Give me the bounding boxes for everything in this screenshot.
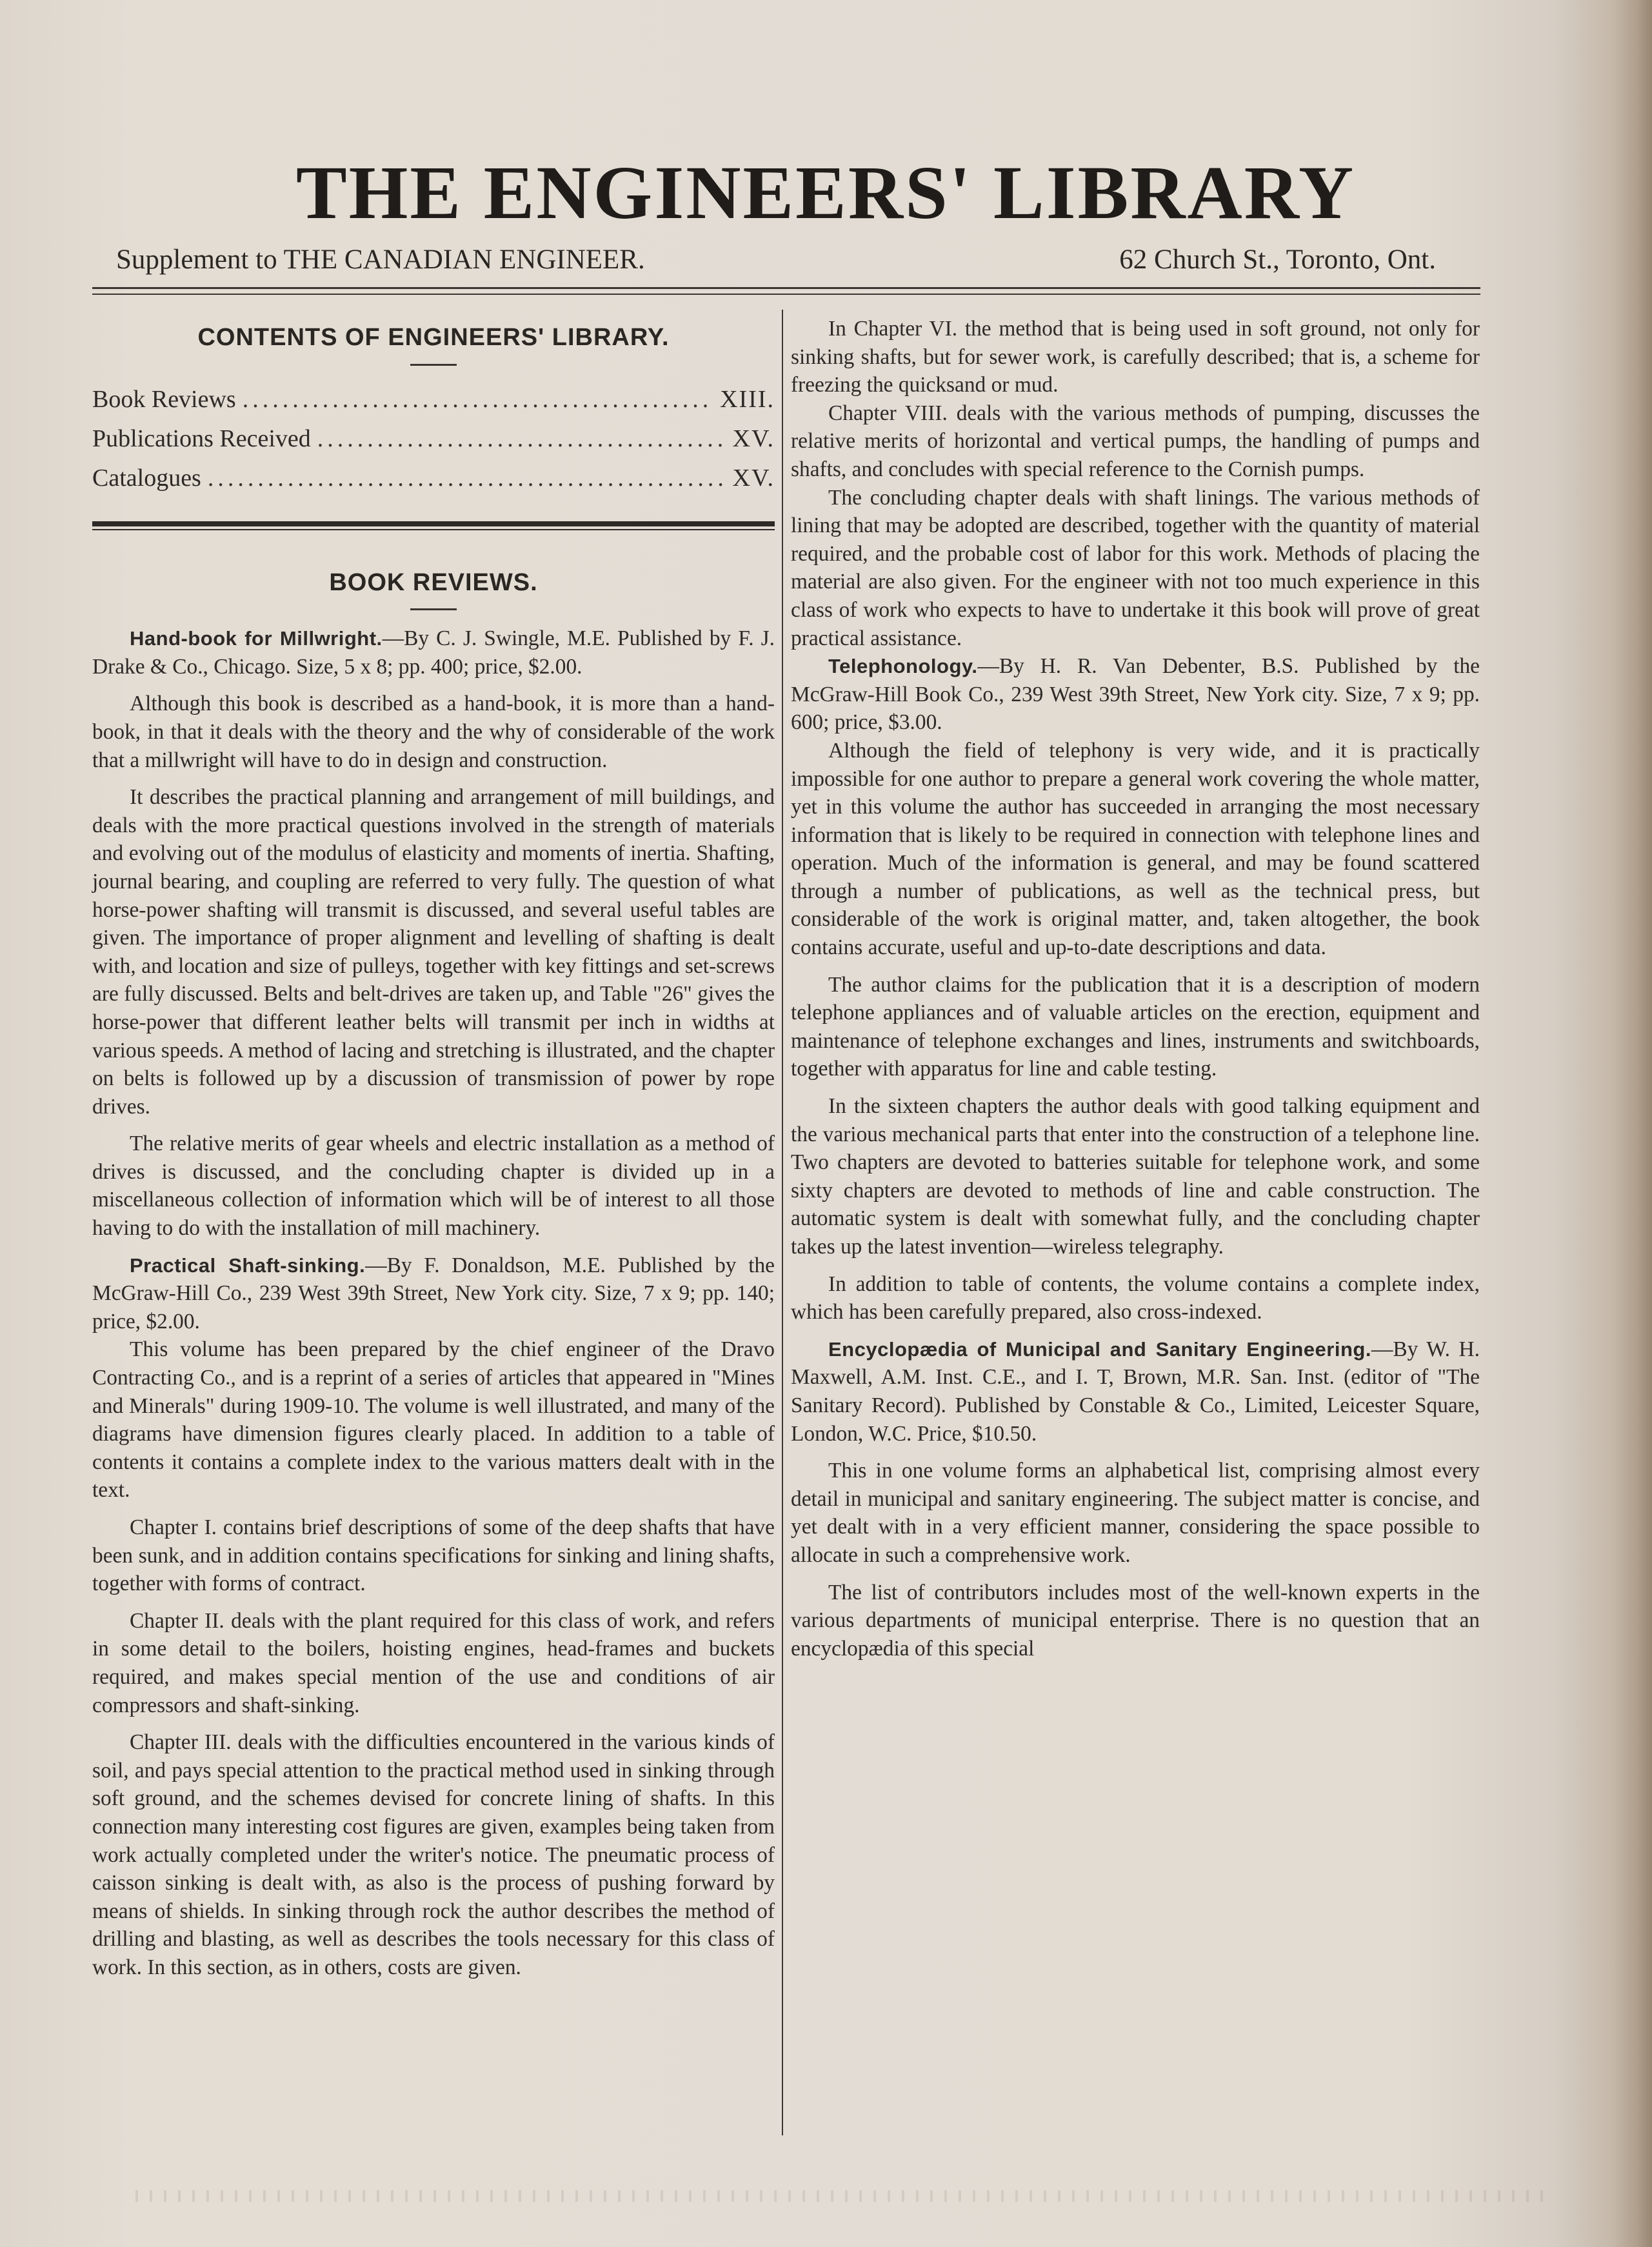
review-paragraph: The author claims for the publication that it is a description of modern telephone appliances and of valuable articles on the erection, equipment and maintenance of telephone exchanges and lines, instruments and switchboards, together with apparatus for line and cable testing. <box>791 972 1480 1081</box>
review-paragraph: In addition to table of contents, the volume contains a complete index, which has been carefully prepared, also cross-indexed. <box>791 1272 1480 1324</box>
review-paragraph: In the sixteen chapters the author deals with good talking equipment and the various mechanical parts that enter into the construction of a telephone line. Two chapters are devoted to batteries suitable for telephone work, and some sixty chapters are devoted to methods of line and cable construction. The automatic system is dealt with somewhat fully, and the concluding chapter takes up the latest invention—wireless telegraphy. <box>791 1094 1480 1259</box>
review-paragraph: The relative merits of gear wheels and electric installation as a method of drives is discussed, and the concluding chapter is divided up in a miscellaneous collection of information which will be of interest to all those having to do with the installation of mill machinery. <box>92 1132 775 1241</box>
review-title: Hand-book for Millwright. <box>130 627 383 650</box>
contents-item-label: Book Reviews <box>92 385 236 413</box>
review-title: Practical Shaft-sinking. <box>130 1253 366 1277</box>
contents-item-label: Publications Received <box>92 424 311 452</box>
contents-item-page: XV. <box>732 464 775 492</box>
review-details: —By C. J. Swingle, M.E. Published by F. J. Drake & Co., Chicago. Size, 5 x 8; pp. 400; price, $2.00. <box>92 626 775 679</box>
reviews-divider <box>410 608 457 610</box>
page-title: THE ENGINEERS' LIBRARY <box>295 150 1356 235</box>
contents-item[interactable] <box>92 380 775 419</box>
leader-dots <box>208 459 726 498</box>
review-citation <box>791 1335 1480 1448</box>
contents-list <box>92 380 775 498</box>
review-title: Telephonology. <box>828 655 978 678</box>
page-bottom-noise <box>135 2190 1555 2202</box>
contents-item[interactable] <box>92 459 775 498</box>
left-column <box>92 316 775 1982</box>
review-citation <box>92 624 775 681</box>
leader-dots <box>317 419 726 459</box>
review-paragraph: Although the field of telephony is very wide, and it is practically impossible for one author to prepare a general work covering the whole matter, yet in this volume the author has succeeded in arranging the most necessary information that is likely to be required in connection with telephone lines and operation. Much of the information is general, and may be found scattered through a number of publications, as well as the technical press, but considerable of the work is original matter, and, taken altogether, the book contains accurate, useful and up-to-date descriptions and data. <box>791 738 1480 960</box>
review-details: —By F. Donaldson, M.E. Published by the McGraw-Hill Co., 239 West 39th Street, New York city. Size, 7 x 9; pp. 140; price, $2.00. <box>92 1253 775 1333</box>
contents-item-page: XIII. <box>720 385 775 413</box>
review-title: Encyclopædia of Municipal and Sanitary Engineering. <box>828 1337 1371 1361</box>
header-rule-top <box>92 287 1480 289</box>
contents-divider <box>410 364 457 366</box>
leader-dots <box>243 380 713 419</box>
review-paragraph: Chapter I. contains brief descriptions of some of the deep shafts that have been sunk, and in addition contains specifications for sinking and lining shafts, together with forms of contract. <box>92 1515 775 1596</box>
column-divider <box>782 310 783 2135</box>
supplement-line: Supplement to THE CANADIAN ENGINEER. <box>116 245 645 275</box>
review-paragraph: This in one volume forms an alphabetical list, comprising almost every detail in municipal and sanitary engineering. The subject matter is concise, and yet dealt with in a very efficient manner, considering the space possible to allocate in such a comprehensive work. <box>791 1459 1480 1567</box>
review-paragraph: Chapter II. deals with the plant required for this class of work, and refers in some detail to the boilers, hoisting engines, head-frames and buckets required, and makes special mention of the use and conditions of air compressors and shaft-sinking. <box>92 1608 775 1717</box>
review-paragraph: The concluding chapter deals with shaft linings. The various methods of lining that may be adopted are described, together with the quantity of material required, and the probable cost of labor for this work. Methods of placing the material are also given. For the engineer with not too much experience in this class of work who expects to have to undertake it this book will prove of great practical assistance. <box>791 485 1480 650</box>
review-paragraph: Chapter VIII. deals with the various methods of pumping, discusses the relative merits of horizontal and vertical pumps, the handling of pumps and shafts, and concludes with special reference to the Cornish pumps. <box>791 401 1480 481</box>
contents-heading: CONTENTS OF ENGINEERS' LIBRARY. <box>197 324 670 351</box>
right-column-content <box>791 315 1480 1663</box>
review-citation <box>791 652 1480 737</box>
section-rule-thin <box>92 529 775 530</box>
review-paragraph: The list of contributors includes most of the well-known experts in the various departments of municipal enterprise. There is no question that an encyclopædia of this special <box>791 1580 1480 1661</box>
book-spine-shadow <box>1613 0 1652 2247</box>
review-paragraph: In Chapter VI. the method that is being used in soft ground, not only for sinking shafts, but for sewer work, is carefully described; that is, a scheme for freezing the quicksand or mud. <box>791 317 1480 397</box>
contents-item-label: Catalogues <box>92 464 201 492</box>
contents-item-page: XV. <box>732 424 775 452</box>
review-paragraph: Although this book is described as a hand-book, it is more than a hand-book, in that it deals with the theory and the why of considerable of the work that a millwright will have to do in design and construction. <box>92 692 775 772</box>
reviews-heading: BOOK REVIEWS. <box>329 568 538 596</box>
address-line: 62 Church St., Toronto, Ont. <box>1119 245 1436 275</box>
contents-item[interactable] <box>92 419 775 459</box>
review-paragraph: This volume has been prepared by the chief engineer of the Dravo Contracting Co., and is a reprint of a series of articles that appeared in "Mines and Minerals" during 1909-10. The volume is well illustrated, and many of the diagrams have dimension figures clearly placed. In addition to a table of contents it contains a complete index to the various matters dealt with in the text. <box>92 1337 775 1503</box>
review-details: —By W. H. Maxwell, A.M. Inst. C.E., and I. T, Brown, M.R. San. Inst. (editor of "The Sanitary Record). Published by Constable & Co., Limited, Leicester Square, London, W.C. Price, $10.50. <box>791 1337 1480 1446</box>
review-details: —By H. R. Van Debenter, B.S. Published by the McGraw-Hill Book Co., 239 West 39th Street, New York city. Size, 7 x 9; pp. 600; price, $3.00. <box>791 654 1480 735</box>
review-paragraph: Chapter III. deals with the difficulties encountered in the various kinds of soil, and pays special attention to the practical method used in sinking through soft ground, and the schemes devised for concrete lining of shafts. In this connection many interesting cost figures are given, examples being taken from work actually completed under the writer's notice. The pneumatic process of caisson sinking is dealt with, as also is the process of pushing forward by means of shields. In sinking through rock the author describes the method of drilling and blasting, as well as describes the tools necessary for this class of work. In this section, as in others, costs are given. <box>92 1730 775 1979</box>
review-paragraph: It describes the practical planning and arrangement of mill buildings, and deals with the more practical questions involved in the strength of materials and evolving out of the modulus of elasticity and moments of inertia. Shafting, journal bearing, and coupling are referred to very fully. The question of what horse-power shafting will transmit is discussed, and several useful tables are given. The importance of proper alignment and levelling of shafting is dealt with, and location and size of pulleys, together with key fittings and set-screws are fully discussed. Belts and belt-drives are taken up, and Table "26" gives the horse-power that different leather belts will transmit per inch in widths at various speeds. A method of lacing and stretching is illustrated, and the chapter on belts is followed up by a discussion of transmission of power by rope drives. <box>92 785 775 1119</box>
header-rule-bottom <box>92 294 1480 295</box>
section-rule-thick <box>92 521 775 526</box>
review-citation <box>92 1252 775 1336</box>
